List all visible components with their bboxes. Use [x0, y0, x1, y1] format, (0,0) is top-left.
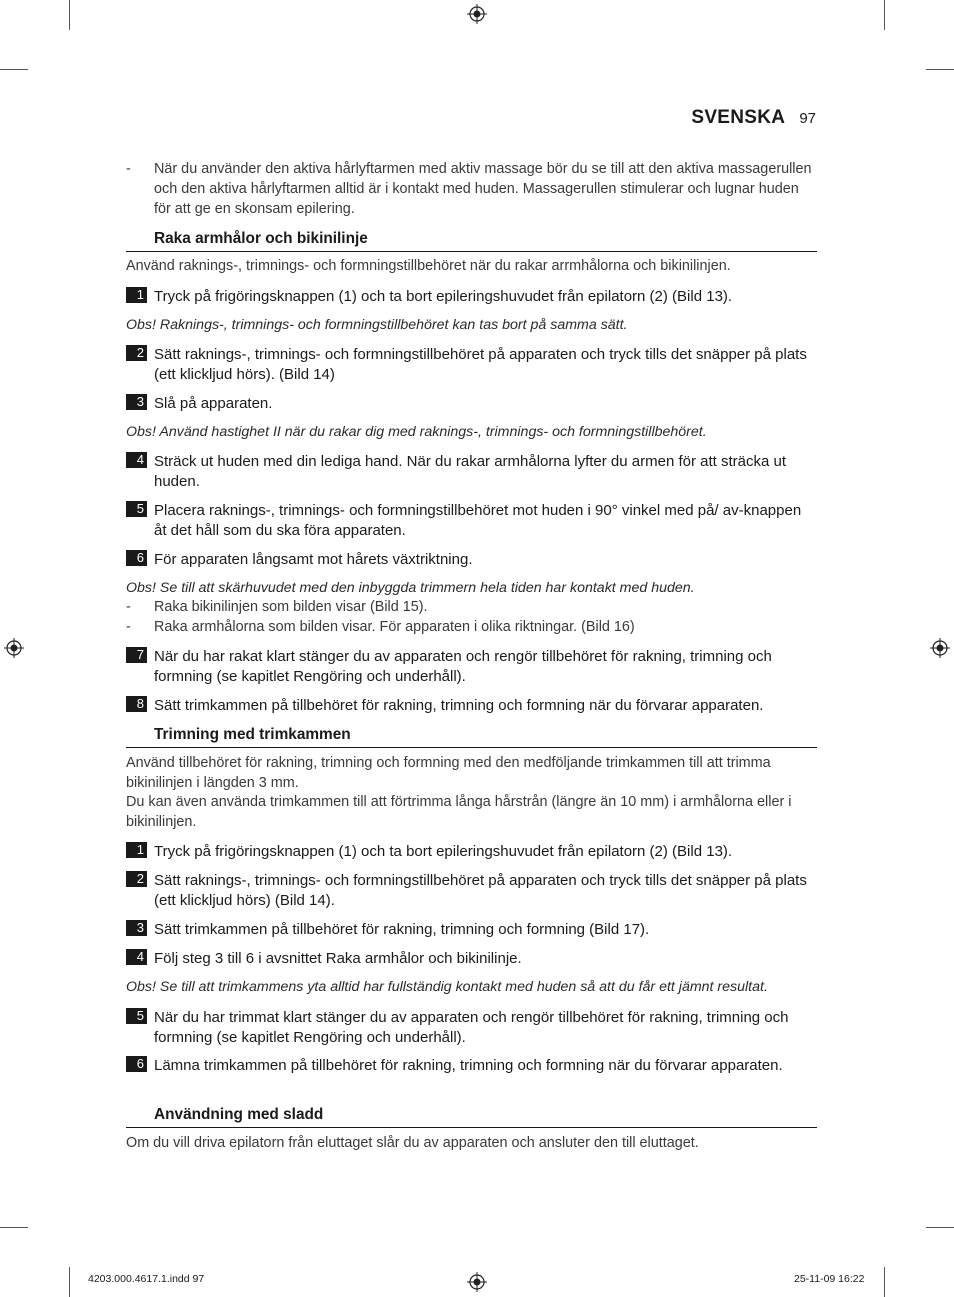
step-text: Sträck ut huden med din lediga hand. När du rakar armhålorna lyfter du armen för att sträcka ut huden. [154, 453, 786, 490]
crop-mark [0, 1227, 28, 1228]
crop-mark [926, 1227, 954, 1228]
step-text: Sätt trimkammen på tillbehöret för rakning, trimning och formning när du förvarar apparaten. [154, 697, 764, 714]
section-heading [126, 1103, 817, 1128]
step-number: 4 [126, 949, 147, 965]
registration-mark-icon [467, 4, 487, 24]
bullet-text: Raka armhålorna som bilden visar. För apparaten i olika riktningar. (Bild 16) [154, 619, 635, 635]
step-number: 1 [126, 287, 147, 303]
language-label: SVENSKA [691, 107, 786, 128]
note: Obs! Se till att skärhuvudet med den inbyggda trimmern hela tiden har kontakt med huden. [126, 580, 695, 596]
section-heading [126, 227, 817, 252]
bullet-dash: - [126, 619, 131, 635]
step-number: 6 [126, 550, 147, 566]
section-title: Trimning med trimkammen [154, 726, 351, 743]
bullet-dash: - [126, 599, 131, 615]
step-text: När du har trimmat klart stänger du av apparaten och rengör tillbehöret för rakning, trimning och formning (se kapitlet Rengöring och underhåll). [154, 1009, 789, 1046]
registration-mark-icon [4, 638, 24, 658]
step-number: 6 [126, 1056, 147, 1072]
note: Obs! Se till att trimkammens yta alltid har fullständig kontakt med huden så att du får ett jämnt resultat. [126, 979, 768, 995]
step-text: Sätt raknings-, trimnings- och formningstillbehöret på apparaten och tryck tills det snäpper på plats (ett klickljud hörs). (Bild 14) [154, 346, 807, 383]
bullet-text: Raka bikinilinjen som bilden visar (Bild 15). [154, 599, 428, 615]
crop-mark [884, 1267, 885, 1297]
footer-file-label: 4203.000.4617.1.indd 97 [88, 1273, 205, 1285]
step-number: 1 [126, 842, 147, 858]
registration-mark-icon [467, 1272, 487, 1292]
section-heading [126, 723, 817, 748]
step-text: Slå på apparaten. [154, 395, 273, 412]
crop-mark [884, 0, 885, 30]
bullet-text: När du använder den aktiva hårlyftarmen med aktiv massage bör du se till att den aktiva massagerullen och den aktiva hårlyftarmen alltid är i kontakt med huden. Massagerullen stimulerar och lugnar huden för att ge en skonsam epilering. [154, 161, 812, 217]
step-number: 5 [126, 1008, 147, 1024]
step-number: 7 [126, 647, 147, 663]
step-text: Sätt trimkammen på tillbehöret för rakning, trimning och formning (Bild 17). [154, 921, 650, 938]
step-text: Tryck på frigöringsknappen (1) och ta bort epileringshuvudet från epilatorn (2) (Bild 13). [154, 843, 733, 860]
step-number: 3 [126, 920, 147, 936]
page-header [126, 107, 816, 135]
footer-datetime: 25-11-09 16:22 [794, 1273, 865, 1285]
step-number: 4 [126, 452, 147, 468]
step-text: Följ steg 3 till 6 i avsnittet Raka armhålor och bikinilinje. [154, 950, 522, 967]
section-title: Användning med sladd [154, 1106, 324, 1123]
step-text: Lämna trimkammen på tillbehöret för rakning, trimning och formning när du förvarar apparaten. [154, 1057, 783, 1074]
crop-mark [0, 69, 28, 70]
crop-mark [69, 0, 70, 30]
paragraph: Du kan även använda trimkammen till att förtrimma långa hårstrån (längre än 10 mm) i armhålorna eller i bikinilinjen. [126, 794, 792, 830]
paragraph: Använd raknings-, trimnings- och formningstillbehöret när du rakar arrmhålorna och bikinilinjen. [126, 258, 731, 274]
step-text: För apparaten långsamt mot hårets växtriktning. [154, 551, 473, 568]
note: Obs! Använd hastighet II när du rakar dig med raknings-, trimnings- och formningstillbehöret. [126, 424, 707, 440]
step-number: 8 [126, 696, 147, 712]
bullet-dash: - [126, 161, 131, 177]
registration-mark-icon [930, 638, 950, 658]
step-number: 2 [126, 871, 147, 887]
step-text: Tryck på frigöringsknappen (1) och ta bort epileringshuvudet från epilatorn (2) (Bild 13). [154, 288, 733, 305]
step-text: Sätt raknings-, trimnings- och formningstillbehöret på apparaten och tryck tills det snäpper på plats (ett klickljud hörs) (Bild 14). [154, 872, 807, 909]
step-number: 2 [126, 345, 147, 361]
crop-mark [926, 69, 954, 70]
crop-mark [69, 1267, 70, 1297]
section-title: Raka armhålor och bikinilinje [154, 230, 368, 247]
step-text: Placera raknings-, trimnings- och formningstillbehöret mot huden i 90° vinkel med på/ av-knappen åt det håll som du ska föra apparaten. [154, 502, 802, 539]
step-number: 5 [126, 501, 147, 517]
page-number: 97 [799, 110, 816, 127]
step-number: 3 [126, 394, 147, 410]
note: Obs! Raknings-, trimnings- och formningstillbehöret kan tas bort på samma sätt. [126, 317, 628, 333]
step-text: När du har rakat klart stänger du av apparaten och rengör tillbehöret för rakning, trimning och formning (se kapitlet Rengöring och underhåll). [154, 648, 772, 685]
paragraph: Använd tillbehöret för rakning, trimning och formning med den medföljande trimkammen till att trimma bikinilinjen i längden 3 mm. [126, 755, 771, 791]
paragraph: Om du vill driva epilatorn från eluttaget slår du av apparaten och ansluter den till eluttaget. [126, 1135, 699, 1151]
